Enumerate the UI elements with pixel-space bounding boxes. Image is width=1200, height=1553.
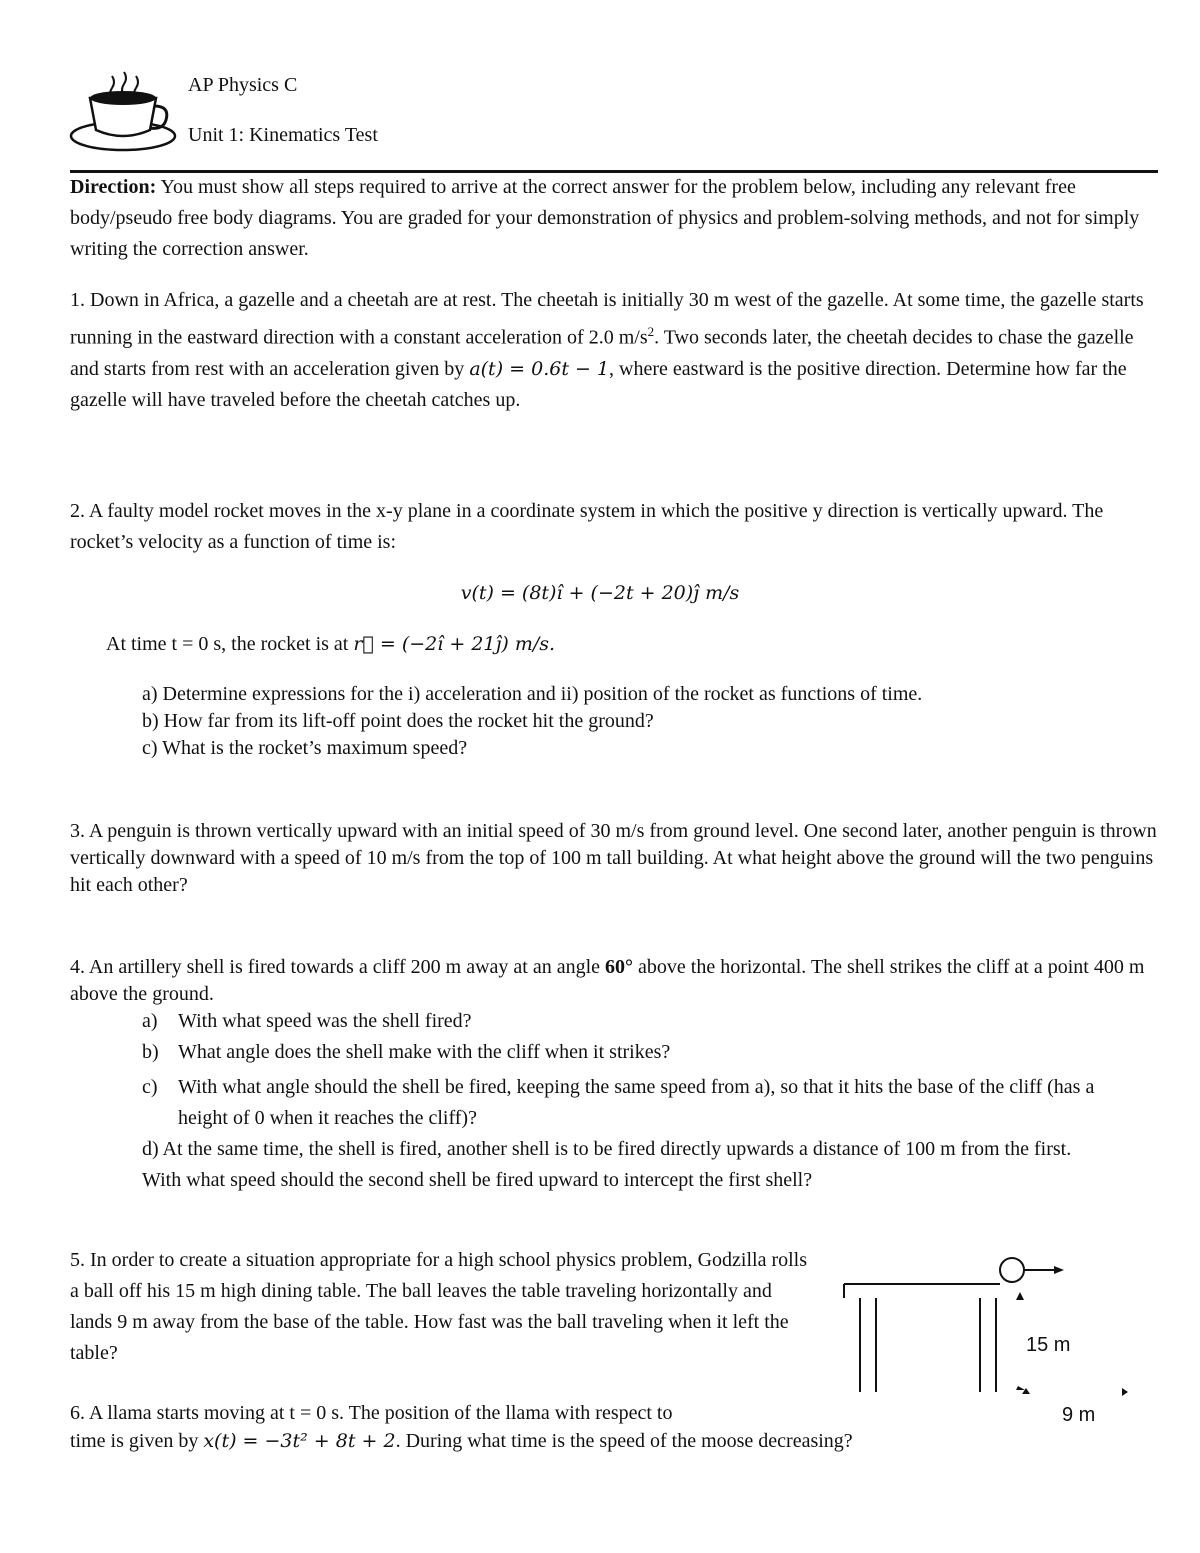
q4-text-b: above the horizontal. The shell strikes the cliff at a point 400 m above the ground. xyxy=(70,956,1145,1005)
logo xyxy=(68,68,178,154)
q1-text-b: . Two seconds later, the cheetah decides to chase the gazelle and starts from rest with an acceleration given by xyxy=(70,326,1134,380)
q3-text: 3. A penguin is thrown vertically upward with an initial speed of 30 m/s from ground level. One second later, another penguin is thrown vertically downward with a speed of 10 m/s from the top of 100 m tall building. At what height above the ground will the two penguins hit each other? xyxy=(70,820,1157,896)
q1-text-c: , where eastward is the positive direction. Determine how far the gazelle will have traveled before the cheetah catches up. xyxy=(70,357,1127,411)
question-6-line-1: 6. A llama starts moving at t = 0 s. The position of the llama with respect to xyxy=(70,1402,673,1424)
table-diagram xyxy=(820,1240,1150,1490)
q2-text: 2. A faulty model rocket moves in the x-y plane in a coordinate system in which the positive y direction is vertically upward. The rocket’s velocity as a function of time is: xyxy=(70,500,1104,553)
question-2 xyxy=(70,496,1160,558)
unit-title: Unit 1: Kinematics Test xyxy=(188,124,378,146)
q4-text-a: 4. An artillery shell is fired towards a cliff 200 m away at an angle xyxy=(70,956,606,978)
direction-paragraph xyxy=(70,172,1160,265)
q5-text: 5. In order to create a situation appropriate for a high school physics problem, Godzilla rolls a ball off his 15 m high dining table. The ball leaves the table traveling horizontally and lands 9 m away from the base of the table. How fast was the ball traveling when it left the table? xyxy=(70,1249,808,1364)
q6-formula: x(t) = −3t² + 8t + 2 xyxy=(203,1430,396,1452)
q4-part-c xyxy=(142,1072,1142,1134)
question-3 xyxy=(70,818,1160,899)
height-label: 15 m xyxy=(1026,1334,1071,1356)
q4-part-d-text: d) At the same time, the shell is fired, another shell is to be fired directly upwards a distance of 100 m from the first. With what speed should the second shell be fired upward to intercept the first shell? xyxy=(142,1138,1072,1191)
q4-part-a-label: a) xyxy=(142,1010,158,1032)
q4-part-d xyxy=(142,1134,1102,1196)
question-6-line-2 xyxy=(70,1430,853,1453)
q2-velocity-equation xyxy=(0,580,1200,604)
q4-part-c-label: c) xyxy=(142,1076,158,1098)
q1-formula: a(t) = 0.6t − 1 xyxy=(469,357,610,380)
q2-part-c: c) What is the rocket’s maximum speed? xyxy=(142,737,468,759)
q4-part-b-text: What angle does the shell make with the cliff when it strikes? xyxy=(178,1041,671,1063)
q4-part-b-label: b) xyxy=(142,1041,159,1063)
question-1 xyxy=(70,285,1160,416)
q6-text-b: time is given by xyxy=(70,1430,204,1452)
direction-text: You must show all steps required to arrive at the correct answer for the problem below, including any relevant free body/pseudo free body diagrams. You are graded for your demonstration of physics and problem-solving methods, and not for simply writing the correction answer. xyxy=(70,176,1140,260)
question-5 xyxy=(70,1245,815,1369)
q2-equation-text: v(t) = (8t)î + (−2t + 20)ĵ m/s xyxy=(460,582,740,604)
q2-initial-formula: r⃗ = (−2î + 21ĵ) m/s. xyxy=(353,633,556,655)
distance-label: 9 m xyxy=(1062,1404,1096,1426)
q6-text-c: . During what time is the speed of the moose decreasing? xyxy=(395,1430,853,1452)
coffee-cup-icon xyxy=(68,68,178,154)
q4-angle: 60° xyxy=(605,956,634,978)
q2-initial-position xyxy=(106,633,555,656)
q2-initial-text: At time t = 0 s, the rocket is at xyxy=(106,633,354,655)
q2-part-b: b) How far from its lift-off point does the rocket hit the ground? xyxy=(142,710,654,732)
q1-superscript: 2 xyxy=(647,324,655,339)
q4-part-a xyxy=(142,1010,472,1033)
q4-part-a-text: With what speed was the shell fired? xyxy=(178,1010,472,1032)
table-diagram-svg xyxy=(820,1240,1150,1490)
q4-part-c-text: With what angle should the shell be fired, keeping the same speed from a), so that it hits the base of the cliff (has a height of 0 when it reaches the cliff)? xyxy=(178,1076,1095,1129)
course-title: AP Physics C xyxy=(188,74,298,96)
question-4 xyxy=(70,954,1160,1008)
q2-part-a: a) Determine expressions for the i) acceleration and ii) position of the rocket as functions of time. xyxy=(142,683,923,705)
direction-label: Direction: xyxy=(70,176,157,198)
q4-part-b xyxy=(142,1041,670,1064)
q1-text-a: 1. Down in Africa, a gazelle and a cheetah are at rest. The cheetah is initially 30 m west of the gazelle. At some time, the gazelle starts running in the eastward direction with a constant acceleration of 2.0 m/s xyxy=(70,289,1144,349)
